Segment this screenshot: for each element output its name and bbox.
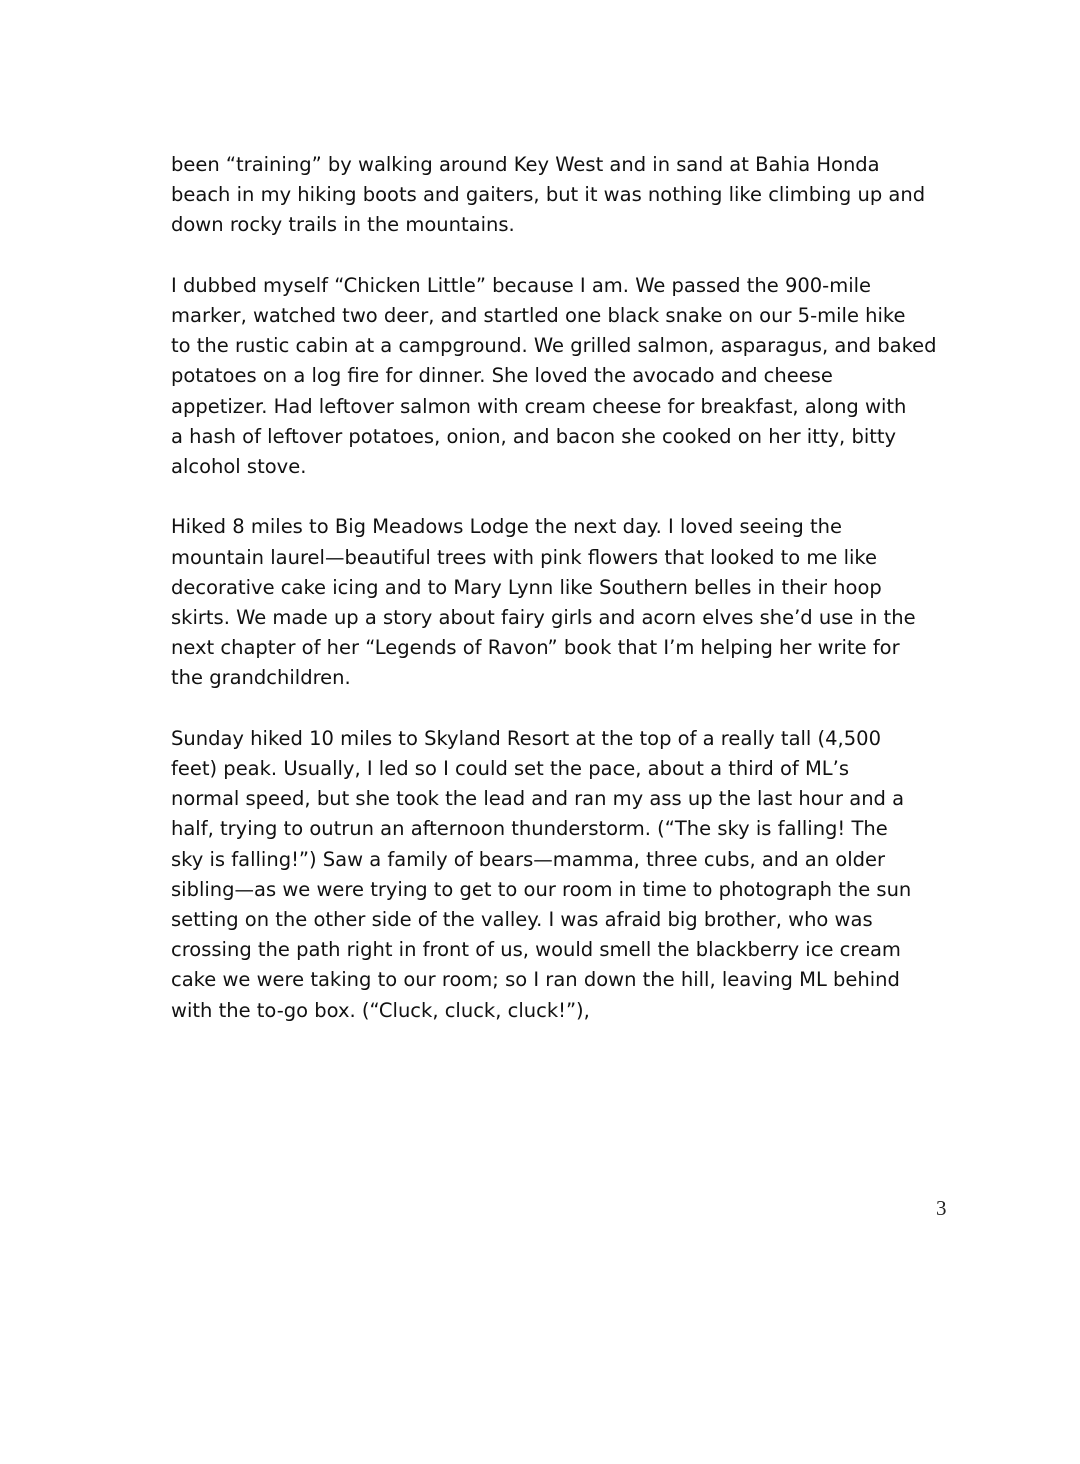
text-line: normal speed, but she took the lead and ran my ass up the last hour and a xyxy=(171,787,905,811)
text-line: half, trying to outrun an afternoon thunderstorm. (“The sky is falling! The xyxy=(171,817,888,841)
text-line: been “training” by walking around Key West and in sand at Bahia Honda xyxy=(171,153,880,176)
text-line: setting on the other side of the valley. I was afraid big brother, who was xyxy=(171,908,873,932)
text-line: the grandchildren. xyxy=(171,666,351,690)
text-line: with the to-go box. (“Cluck, cluck, cluck!”), xyxy=(171,998,590,1022)
text-line: mountain laurel—beautiful trees with pink flowers that looked to me like xyxy=(171,545,878,569)
text-line: a hash of leftover potatoes, onion, and bacon she cooked on her itty, bitty xyxy=(171,424,897,448)
text-line: feet) peak. Usually, I led so I could set the pace, about a third of ML’s xyxy=(171,757,849,781)
text-line: next chapter of her “Legends of Ravon” book that I’m helping her write for xyxy=(171,636,900,660)
paragraph-spacer xyxy=(171,241,961,271)
text-line: cake we were taking to our room; so I ran down the hill, leaving ML behind xyxy=(171,968,900,992)
paragraph-spacer xyxy=(171,482,961,512)
text-line: I dubbed myself “Chicken Little” because I am. We passed the 900-mile xyxy=(171,273,872,297)
text-line: Hiked 8 miles to Big Meadows Lodge the next day. I loved seeing the xyxy=(171,515,842,539)
paragraph-skyland xyxy=(171,724,961,1026)
text-line: potatoes on a log fire for dinner. She loved the avocado and cheese xyxy=(171,364,833,388)
text-line: alcohol stove. xyxy=(171,455,307,479)
text-line: decorative cake icing and to Mary Lynn like Southern belles in their hoop xyxy=(171,575,882,599)
paragraph-chicken-little xyxy=(171,271,961,482)
text-line: sibling—as we were trying to get to our room in time to photograph the sun xyxy=(171,877,912,901)
body-text xyxy=(171,150,961,1026)
text-line: sky is falling!”) Saw a family of bears—mamma, three cubs, and an older xyxy=(171,847,886,871)
text-line: down rocky trails in the mountains. xyxy=(171,213,515,237)
text-line: appetizer. Had leftover salmon with cream cheese for breakfast, along with xyxy=(171,394,907,418)
paragraph-spacer xyxy=(171,694,961,724)
text-line: beach in my hiking boots and gaiters, but it was nothing like climbing up and xyxy=(171,183,926,207)
page-number: 3 xyxy=(936,1196,947,1220)
paragraph-big-meadows xyxy=(171,512,961,693)
text-line: skirts. We made up a story about fairy girls and acorn elves she’d use in the xyxy=(171,606,916,630)
text-line: to the rustic cabin at a campground. We grilled salmon, asparagus, and baked xyxy=(171,334,937,358)
paragraph-training xyxy=(171,150,961,241)
text-line: crossing the path right in front of us, would smell the blackberry ice cream xyxy=(171,938,901,962)
text-line: Sunday hiked 10 miles to Skyland Resort at the top of a really tall (4,500 xyxy=(171,726,881,750)
text-line: marker, watched two deer, and startled one black snake on our 5-mile hike xyxy=(171,304,906,327)
